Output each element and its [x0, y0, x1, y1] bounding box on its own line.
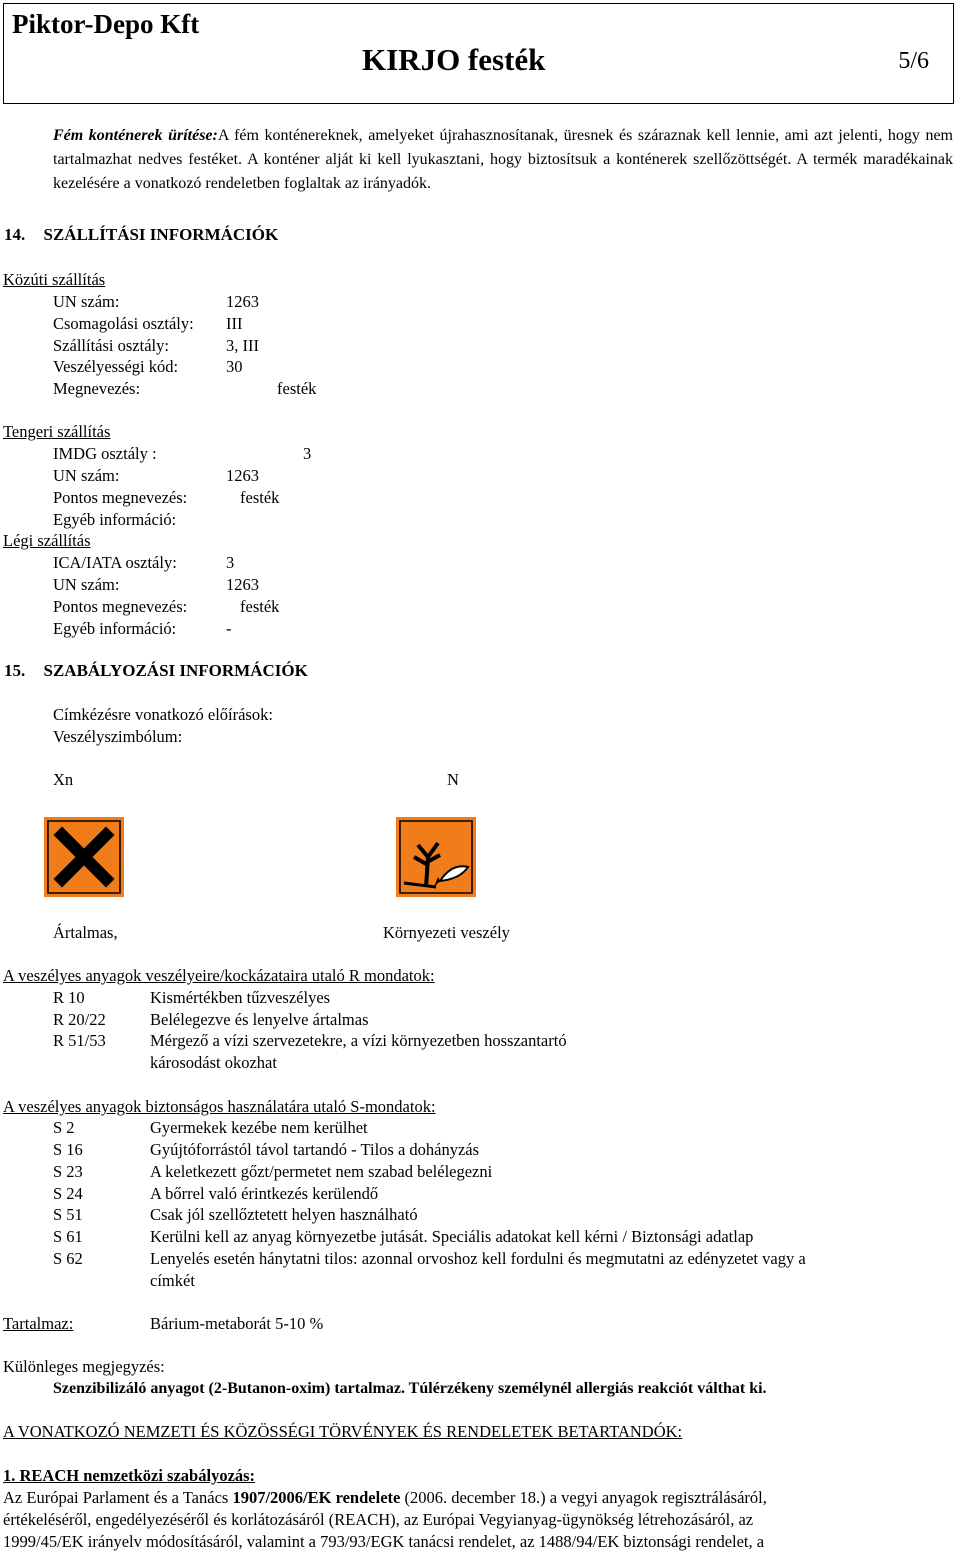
labelling-requirements: Címkézésre vonatkozó előírások:	[53, 705, 273, 724]
air-row: Pontos megnevezés:	[53, 597, 188, 616]
r-text: Mérgező a vízi szervezetekre, a vízi környezetben hosszantartó	[150, 1031, 567, 1050]
road-row: Csomagolási osztály:	[53, 314, 194, 333]
air-row: ICA/IATA osztály:	[53, 553, 177, 572]
special-note-text: Szenzibilizáló anyagot (2-Butanon-oxim) tartalmaz. Túlérzékeny személynél allergiás reakciót válthat ki.	[53, 1380, 767, 1397]
air-value: 1263	[226, 575, 259, 594]
symbol-code-xn: Xn	[53, 770, 74, 789]
s-text: címkét	[150, 1271, 195, 1290]
sea-value: 3	[303, 444, 312, 463]
r-code: R 51/53	[53, 1031, 106, 1050]
intro-lead: Fém konténerek ürítése:	[53, 127, 218, 144]
s-text: A keletkezett gőzt/permetet nem szabad belélegezni	[150, 1162, 493, 1181]
company-name: Piktor-Depo Kft	[12, 9, 200, 39]
reach-line-3: 1999/45/EK irányelv módosításáról, valamint a 793/93/EGK tanácsi rendelet, az 1488/94/EK biztonsági rendelet, a	[3, 1532, 765, 1551]
reach-heading: 1. REACH nemzetközi szabályozás:	[3, 1466, 256, 1485]
page-header	[3, 3, 954, 104]
road-value: III	[226, 314, 243, 333]
s-code: S 2	[53, 1118, 75, 1137]
road-row: Szállítási osztály:	[53, 336, 169, 355]
s-text: Gyújtóforrástól távol tartandó - Tilos a dohányzás	[150, 1140, 480, 1159]
r-code: R 20/22	[53, 1010, 106, 1029]
s-text: Gyermekek kezébe nem kerülhet	[150, 1118, 368, 1137]
reach-line-2: értékeléséről, engedélyezéséről és korlátozásáról (REACH), az Európai Vegyianyag-ügynökség létrehozásáról, az	[3, 1510, 754, 1529]
s-code: S 62	[53, 1249, 83, 1268]
road-value: 1263	[226, 292, 259, 311]
section-14-heading	[4, 225, 278, 245]
sea-value: 1263	[226, 466, 259, 485]
section-title: SZÁLLÍTÁSI INFORMÁCIÓK	[43, 225, 279, 244]
air-row: UN szám:	[53, 575, 120, 594]
road-row: UN szám:	[53, 292, 120, 311]
road-row: Megnevezés:	[53, 379, 141, 398]
section-number: 15.	[4, 661, 26, 680]
road-value: 30	[226, 357, 243, 376]
sea-value: festék	[240, 488, 280, 507]
air-value: 3	[226, 553, 235, 572]
national-regulations-heading: A VONATKOZÓ NEMZETI ÉS KÖZÖSSÉGI TÖRVÉNYEK ÉS RENDELETEK BETARTANDÓK:	[3, 1422, 683, 1441]
s-code: S 23	[53, 1162, 83, 1181]
symbol-caption-harmful: Ártalmas,	[53, 923, 118, 942]
special-note-label: Különleges megjegyzés:	[3, 1357, 165, 1376]
r-text: Kismértékben tűzveszélyes	[150, 988, 331, 1007]
harmful-x-icon	[44, 817, 124, 897]
sea-transport-heading: Tengeri szállítás	[3, 422, 111, 441]
sea-row: UN szám:	[53, 466, 120, 485]
air-value: -	[226, 619, 232, 638]
contains-label: Tartalmaz:	[3, 1314, 74, 1333]
s-code: S 16	[53, 1140, 83, 1159]
s-code: S 24	[53, 1184, 83, 1203]
sea-row: IMDG osztály :	[53, 444, 157, 463]
r-text: Belélegezve és lenyelve ártalmas	[150, 1010, 369, 1029]
r-text: károsodást okozhat	[150, 1053, 277, 1072]
section-title: SZABÁLYOZÁSI INFORMÁCIÓK	[43, 661, 308, 680]
air-row: Egyéb információ:	[53, 619, 177, 638]
air-value: festék	[240, 597, 280, 616]
s-code: S 61	[53, 1227, 83, 1246]
environment-hazard-icon	[396, 817, 476, 897]
sea-row: Pontos megnevezés:	[53, 488, 188, 507]
page-number: 5/6	[898, 48, 929, 74]
document-title: KIRJO festék	[362, 42, 546, 77]
intro-text: A fém konténereknek, amelyeket újrahasznosítanak, üresnek és száraznak kell lennie, ami azt jelenti, hogy nem tartalmazhat nedves festéket. A konténer alját ki kell lyukasztani, hogy biztosítsuk a konténerek szellőzöttségét. A termék maradékainak kezelésére a vonatkozó rendeletben foglaltak az irányadók.	[53, 127, 954, 192]
intro-paragraph	[53, 124, 953, 196]
s-text: Kerülni kell az anyag környezetbe jutását. Speciális adatokat kell kérni / Biztonsági adatlap	[150, 1227, 754, 1246]
r-code: R 10	[53, 988, 85, 1007]
road-value: 3, III	[226, 336, 259, 355]
s-phrases-heading: A veszélyes anyagok biztonságos használatára utaló S-mondatok:	[3, 1097, 436, 1116]
s-text: Lenyelés esetén hánytatni tilos: azonnal orvoshoz kell fordulni és megmutatni az edényzetet vagy a	[150, 1249, 806, 1268]
symbol-code-n: N	[447, 770, 459, 789]
s-text: A bőrrel való érintkezés kerülendő	[150, 1184, 379, 1203]
s-text: Csak jól szellőztetett helyen használható	[150, 1205, 418, 1224]
road-value: festék	[277, 379, 317, 398]
reach-line-1: Az Európai Parlament és a Tanács 1907/2006/EK rendelete (2006. december 18.) a vegyi anyagok regisztrálásáról,	[3, 1488, 767, 1507]
section-15-heading	[4, 661, 308, 681]
section-number: 14.	[4, 225, 26, 244]
s-code: S 51	[53, 1205, 83, 1224]
symbol-caption-environment: Környezeti veszély	[383, 923, 510, 942]
air-transport-heading: Légi szállítás	[3, 531, 91, 550]
hazard-symbol-label: Veszélyszimbólum:	[53, 727, 183, 746]
road-transport-heading: Közúti szállítás	[3, 270, 106, 289]
r-phrases-heading: A veszélyes anyagok veszélyeire/kockázataira utaló R mondatok:	[3, 966, 435, 985]
road-row: Veszélyességi kód:	[53, 357, 179, 376]
contains-value: Bárium-metaborát 5-10 %	[150, 1314, 324, 1333]
sea-row: Egyéb információ:	[53, 510, 177, 529]
